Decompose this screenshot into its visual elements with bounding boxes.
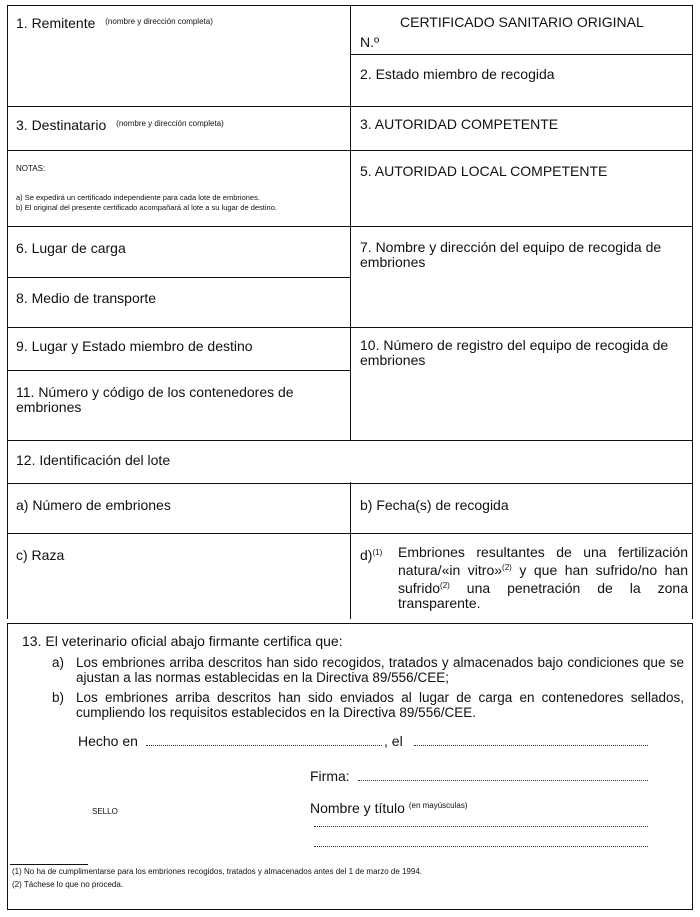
- section-13-a-text: Los embriones arriba descritos han sido recogidos, tratados y almacenados bajo condiciones que se ajustan a las normas establecidas en la Directiva 89/556/CEE;: [76, 655, 684, 685]
- field-1-remitente: [16, 14, 213, 31]
- field-12-identificacion-lote: 12. Identificación del lote: [16, 452, 171, 468]
- section-13-heading: 13. El veterinario oficial abajo firmante certifica que:: [22, 633, 343, 649]
- rule: [7, 533, 693, 534]
- field-12b-fechas-recogida: b) Fecha(s) de recogida: [360, 497, 509, 513]
- certificate-number: N.º: [360, 34, 380, 50]
- footnote-ref-2b: (2): [440, 581, 450, 590]
- rule: [7, 327, 693, 328]
- field-3-destinatario: [16, 116, 224, 133]
- firma-line: [358, 780, 648, 781]
- mayusculas-note: (en mayúsculas): [408, 801, 468, 810]
- footnote-ref-2: (2): [502, 563, 512, 572]
- field-10-numero-registro: 10. Número de registro del equipo de recogida de embriones: [360, 337, 669, 368]
- nombre-titulo-label: Nombre y título: [310, 800, 405, 816]
- footnote-ref-1: (1): [372, 548, 383, 557]
- row12-divider-mask: [348, 441, 353, 482]
- hecho-en-line: [146, 745, 382, 746]
- rule: [7, 483, 693, 484]
- nombre-line-2: [314, 846, 648, 847]
- field-9-lugar-destino: 9. Lugar y Estado miembro de destino: [16, 338, 253, 354]
- field-12a-numero-embriones: a) Número de embriones: [16, 497, 171, 513]
- nombre-line-1: [314, 826, 648, 827]
- field-1-note: (nombre y dirección completa): [105, 17, 213, 26]
- field-3-autoridad-competente: 3. AUTORIDAD COMPETENTE: [360, 116, 559, 132]
- certificate-title: CERTIFICADO SANITARIO ORIGINAL: [400, 14, 644, 30]
- field-3-label: 3. Destinatario: [16, 117, 107, 133]
- field-2-estado-recogida: 2. Estado miembro de recogida: [360, 66, 555, 82]
- field-12c-raza: c) Raza: [16, 547, 65, 563]
- field-8-medio-transporte: 8. Medio de transporte: [16, 290, 157, 306]
- field-6-lugar-carga: 6. Lugar de carga: [16, 240, 126, 256]
- el-label: , el: [384, 733, 403, 749]
- field-11-contenedores: 11. Número y código de los contenedores de embriones: [16, 384, 294, 415]
- rule: [7, 277, 350, 278]
- field-3-note: (nombre y dirección completa): [116, 119, 224, 128]
- upper-table-center-divider: [350, 5, 351, 619]
- footnote-1: (1) No ha de cumplimentarse para los embriones recogidos, tratados y almacenados antes del 1 de marzo de 1994.: [12, 867, 423, 876]
- firma-label: Firma:: [310, 768, 350, 784]
- section-13-a-label: a): [52, 655, 65, 670]
- field-1-label: 1. Remitente: [16, 15, 96, 31]
- fecha-line: [414, 745, 648, 746]
- sello-label: SELLO: [92, 807, 118, 816]
- hecho-en-label: Hecho en: [78, 733, 138, 749]
- notas-a: a) Se expedirá un certificado independiente para cada lote de embriones.: [16, 193, 260, 202]
- field-7-equipo-recogida: 7. Nombre y dirección del equipo de recogida de embriones: [360, 239, 662, 270]
- footnote-2: (2) Táchese lo que no proceda.: [12, 880, 124, 889]
- section-13-b-text: Los embriones arriba descritos han sido enviados al lugar de carga en contenedores sellados, cumpliendo los requisitos establecidos en la Directiva 89/556/CEE.: [76, 690, 684, 720]
- rule: [7, 370, 350, 371]
- rule: [350, 54, 693, 55]
- field-12d-text: Embriones resultantes de una fertilización natura/«in vitro»$^{(2)}$ y que han sufrido/no han sufrido$^{(2)}$ una penetración de la zona transparente.: [398, 544, 688, 611]
- notas-title: NOTAS:: [16, 164, 46, 173]
- rule: [7, 226, 693, 227]
- notas-b: b) El original del presente certificado acompañará al lote a su lugar de destino.: [16, 203, 277, 212]
- rule: [7, 150, 693, 151]
- section-13-b-label: b): [52, 690, 65, 705]
- footnote-separator: [10, 864, 88, 865]
- field-12d-label: d)$^{(1)}$: [360, 547, 383, 563]
- field-5-autoridad-local: 5. AUTORIDAD LOCAL COMPETENTE: [360, 163, 608, 179]
- rule: [7, 106, 693, 107]
- nombre-titulo: [310, 798, 468, 816]
